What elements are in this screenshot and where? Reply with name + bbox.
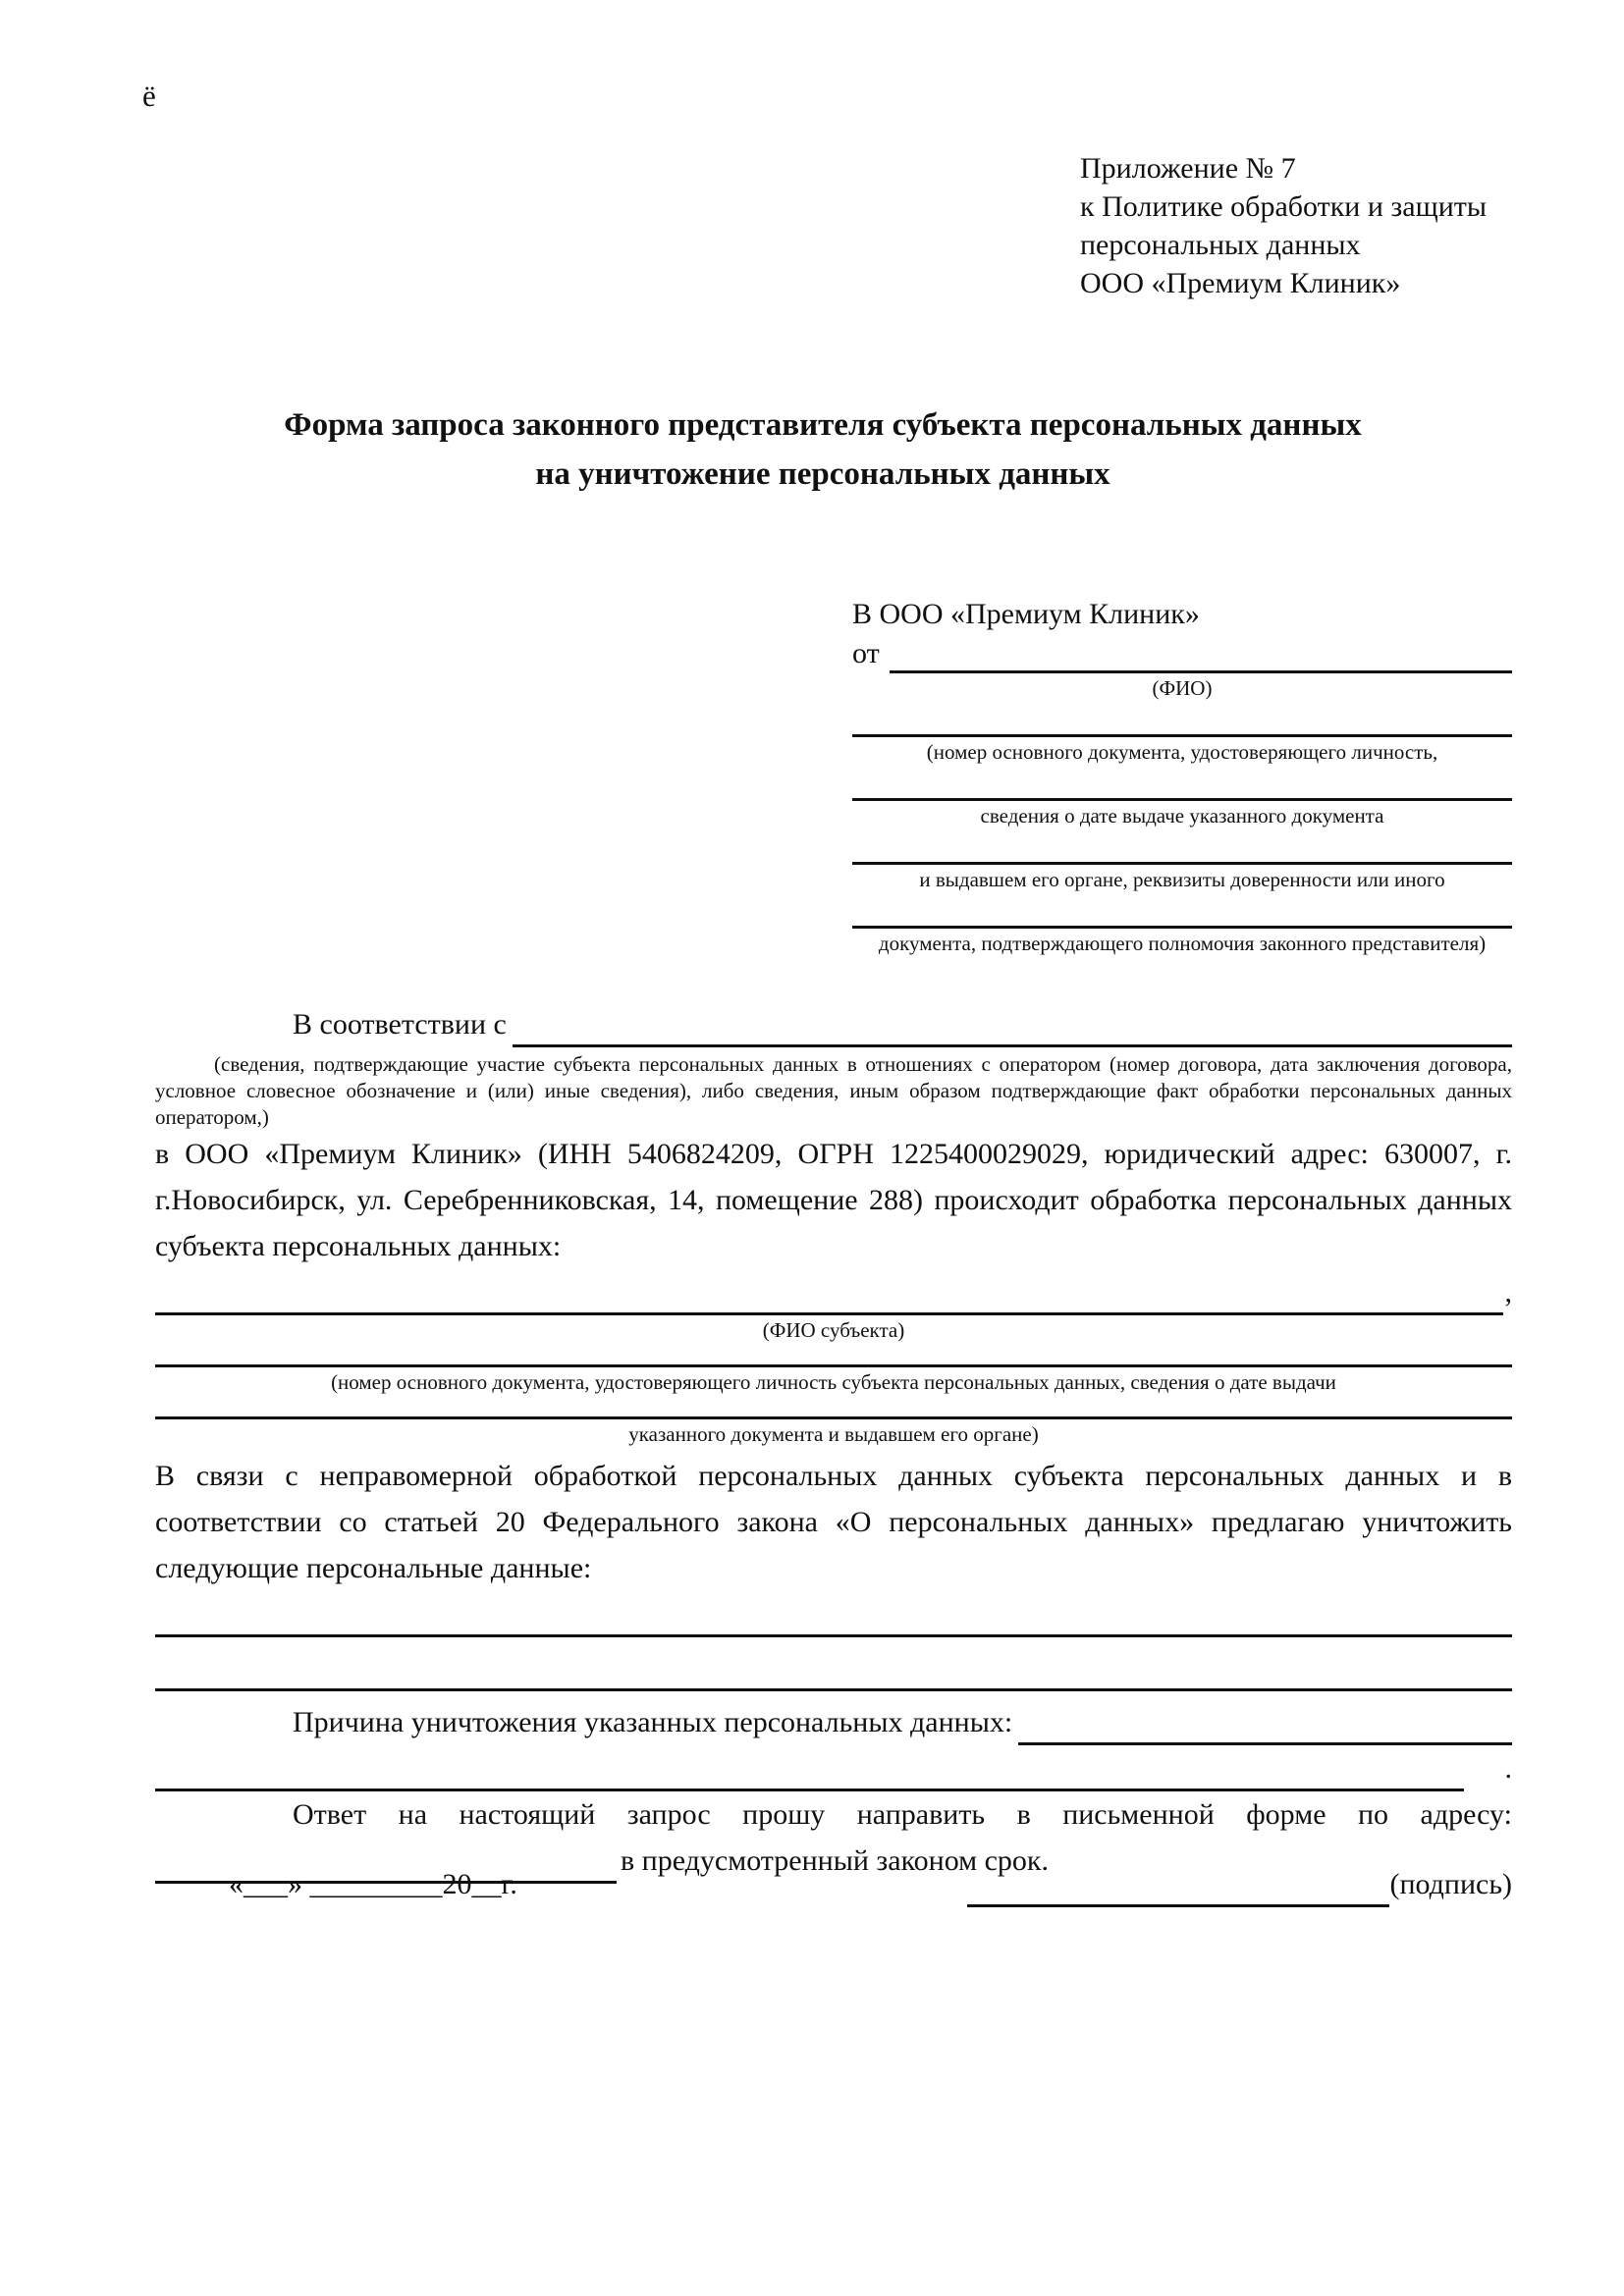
- document-title: [134, 400, 1512, 499]
- appendix-header-line: ООО «Премиум Клиник»: [1080, 267, 1401, 299]
- reason-lead: Причина уничтожения указанных персональных данных:: [293, 1706, 1013, 1738]
- signature-blank-field: [967, 1871, 1389, 1907]
- authority-doc-caption: документа, подтверждающего полномочия законного представителя): [878, 932, 1487, 955]
- issue-date-caption: сведения о дате выдаче указанного документа: [980, 804, 1384, 828]
- from-label: от: [852, 637, 880, 669]
- reason-row: [155, 1699, 1512, 1745]
- stray-char: ё: [142, 79, 156, 113]
- footer-row: [155, 1861, 1512, 1907]
- issuing-authority-blank-field: [852, 862, 1512, 865]
- issuing-authority-caption: и выдавшем его органе, реквизиты доверенности или иного: [919, 868, 1445, 891]
- subject-fio-blank-field: [155, 1279, 1503, 1315]
- subject-doc-blank-field: [155, 1364, 1512, 1367]
- doc-number-blank-field: [852, 734, 1512, 737]
- reply-tail: в предусмотренный законом срок.: [621, 1844, 1049, 1877]
- appendix-header: [1080, 149, 1487, 302]
- reason-continuation-row: [155, 1745, 1512, 1791]
- reason-end-punct: .: [1504, 1752, 1512, 1785]
- accordance-note: (сведения, подтверждающие участие субъекта персональных данных в отношениях с оператором (номер договора, дата заключения договора, условное словесное обозначение и (или) иные сведения), либо сведения, иным образом подтверждающие факт обработки персональных данных оператором,): [155, 1052, 1512, 1129]
- authority-doc-blank-field: [852, 926, 1512, 929]
- appendix-header-line: Приложение № 7: [1080, 152, 1296, 185]
- from-blank-field: [890, 637, 1512, 673]
- appendix-header-line: к Политике обработки и защиты: [1080, 190, 1488, 223]
- subject-fio-row: [155, 1269, 1512, 1315]
- trailing-comma: ,: [1504, 1276, 1512, 1308]
- subject-doc-blank-field-2: [155, 1416, 1512, 1419]
- subject-doc-caption-1: (номер основного документа, удостоверяющего личность субъекта персональных данных, сведения о дате выдачи: [331, 1370, 1336, 1394]
- document-title-line2: на уничтожение персональных данных: [535, 456, 1110, 492]
- date-line: «___» _________20__г.: [229, 1868, 517, 1900]
- fio-caption: (ФИО): [1152, 676, 1213, 700]
- signature-block: [967, 1861, 1512, 1907]
- doc-number-caption: (номер основного документа, удостоверяющего личность,: [926, 740, 1438, 764]
- signature-caption: (подпись): [1389, 1868, 1512, 1900]
- issue-date-blank-field: [852, 798, 1512, 801]
- body-block: [155, 1001, 1512, 1884]
- operator-paragraph: в ООО «Премиум Клиник» (ИНН 5406824209, ОГРН 1225400029029, юридический адрес: 630007, г. г.Новосибирск, ул. Серебренниковская, 14, помещение 288) происходит обработка персональных данных субъекта персональных данных:: [155, 1138, 1512, 1262]
- data-to-destroy-blank-field-1: [155, 1634, 1512, 1637]
- appendix-header-line: персональных данных: [1080, 229, 1361, 261]
- demand-paragraph: В связи с неправомерной обработкой персональных данных субъекта персональных данных и в соответствии со статьей 20 Федерального закона «О персональных данных» предлагаю уничтожить следующие персональные данные:: [155, 1460, 1512, 1584]
- from-row: [852, 634, 1512, 673]
- reason-blank-field-2: [155, 1755, 1464, 1791]
- addressee-block: [852, 595, 1512, 956]
- accordance-blank-field: [513, 1011, 1512, 1047]
- reason-blank-field: [1018, 1709, 1512, 1745]
- subject-fio-caption: (ФИО субъекта): [762, 1318, 905, 1342]
- document-title-line1: Форма запроса законного представителя субъекта персональных данных: [284, 407, 1362, 443]
- addressee-to: В ООО «Премиум Клиник»: [852, 598, 1200, 630]
- reply-lead: Ответ на настоящий запрос прошу направить в письменной форме по адресу:: [293, 1798, 1512, 1831]
- accordance-row: [155, 1001, 1512, 1047]
- accordance-lead: В соответствии с: [293, 1008, 507, 1041]
- subject-doc-caption-2: указанного документа и выдавшем его органе): [628, 1422, 1039, 1446]
- data-to-destroy-blank-field-2: [155, 1688, 1512, 1691]
